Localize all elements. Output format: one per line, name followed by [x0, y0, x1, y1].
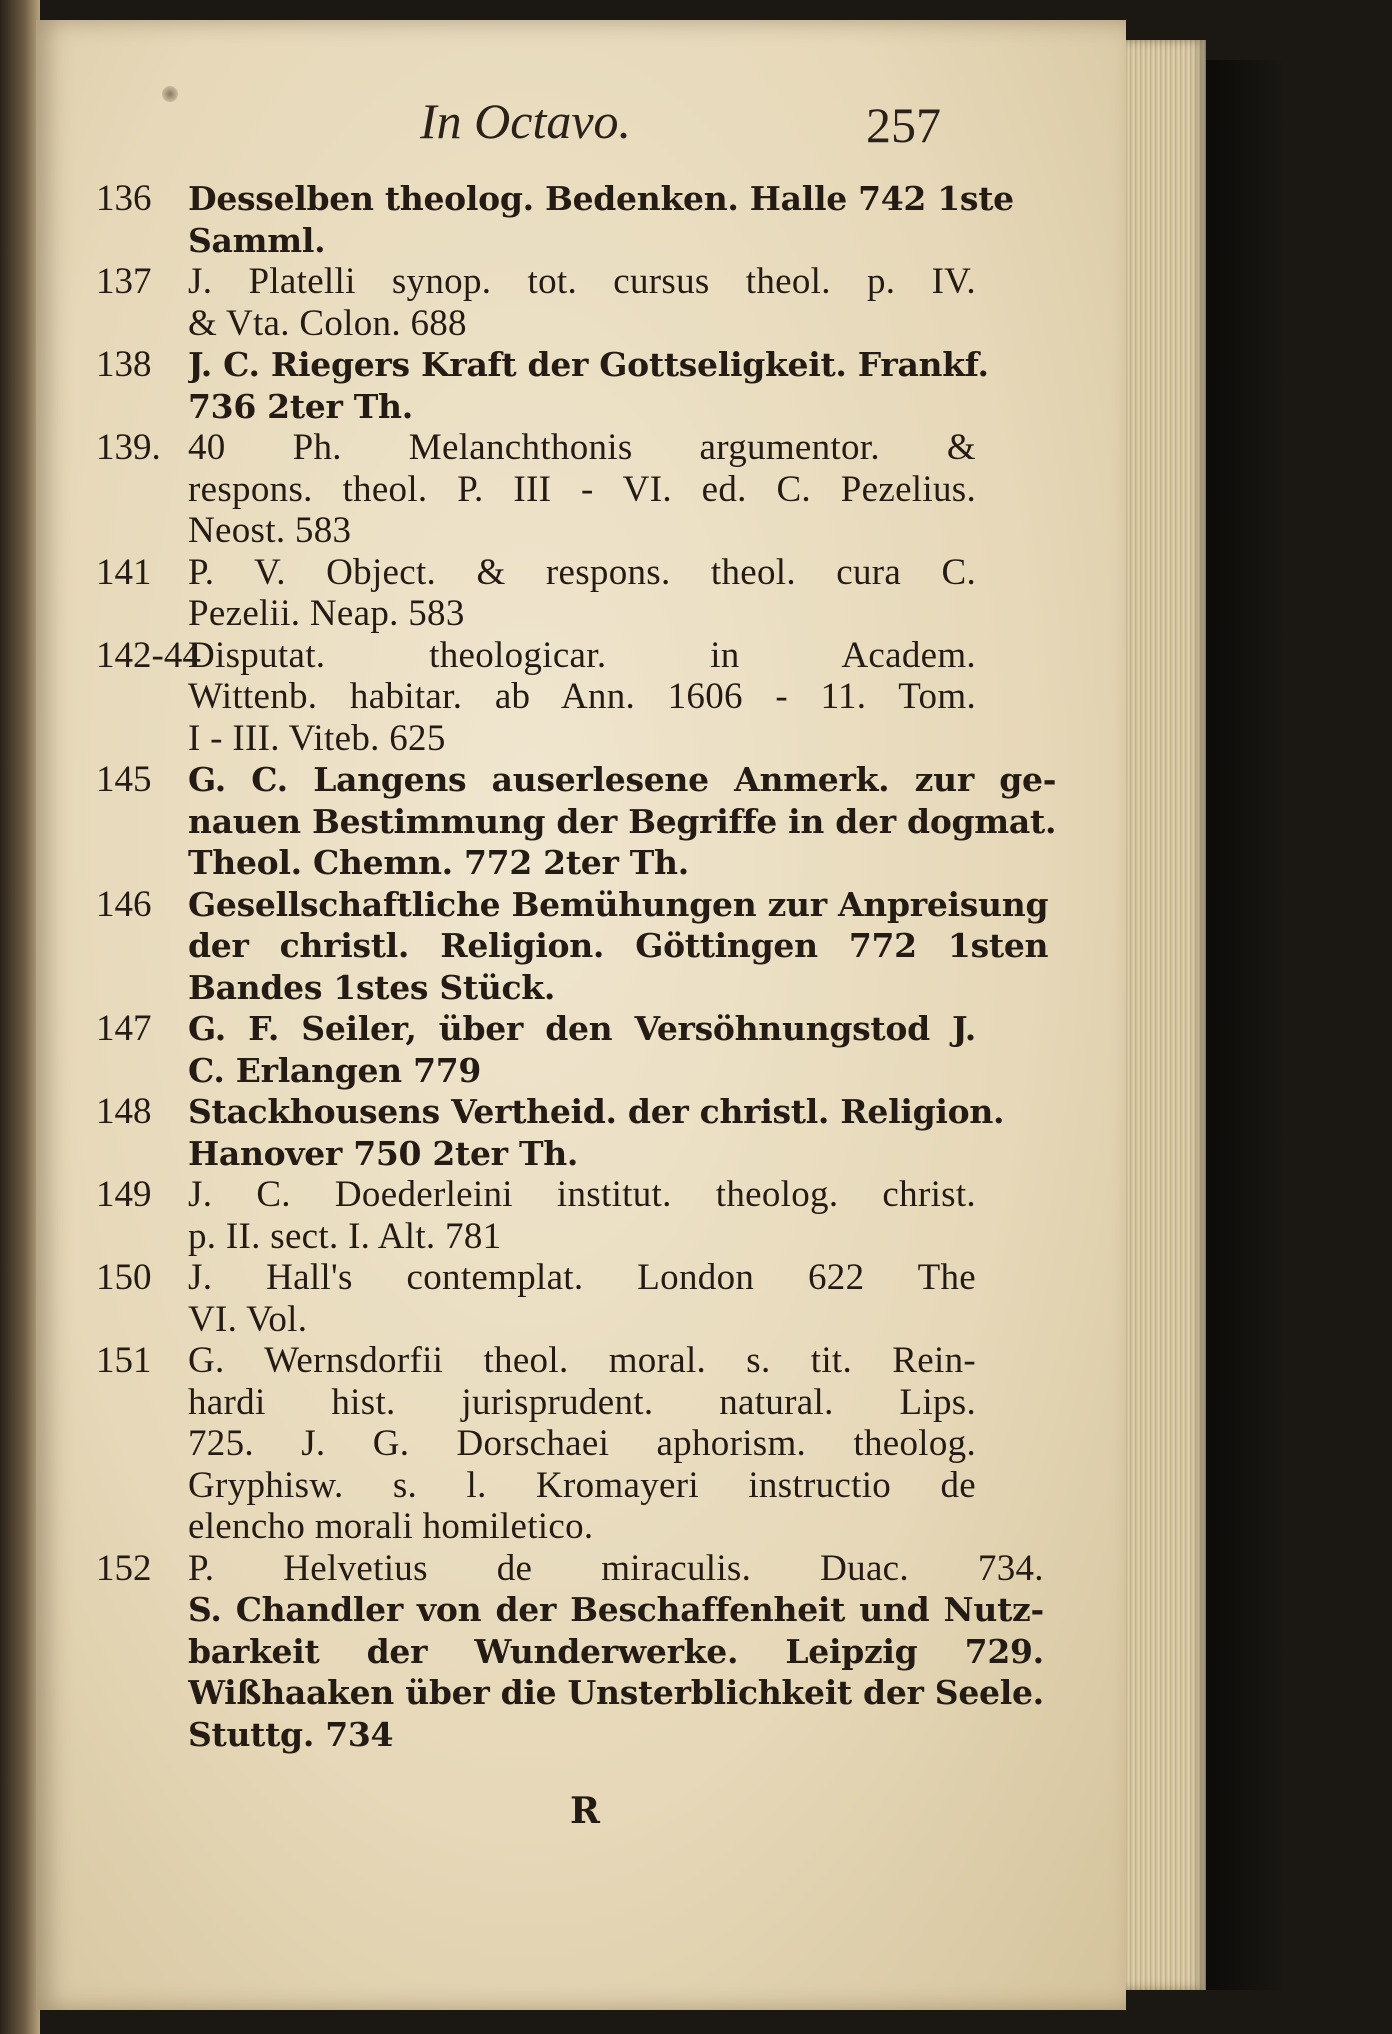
- entry-text: [188, 635, 976, 760]
- entry-number: 136: [96, 178, 152, 219]
- entry-line: G. C. Langens auserlesene Anmerk. zur ge-: [188, 760, 1057, 799]
- signature-mark: R: [570, 1790, 600, 1832]
- entry-line: hardi hist. jurisprudent. natural. Lips.: [188, 1381, 976, 1423]
- entry-text: [188, 1548, 1044, 1756]
- entry-line: Wißhaaken über die Unsterblichkeit der Seele.: [188, 1673, 1044, 1712]
- entry-line: Stackhousens Vertheid. der christl. Religion.: [188, 1092, 1005, 1131]
- entry-line: P. V. Object. & respons. theol. cura C.: [188, 551, 976, 593]
- entry-line: J. Hall's contemplat. London 622 The: [188, 1257, 976, 1298]
- entry-line: 736 2ter Th.: [188, 386, 413, 426]
- entry-line: Wittenb. habitar. ab Ann. 1606 - 11. Tom.: [188, 676, 976, 717]
- entry-line: Theol. Chemn. 772 2ter Th.: [188, 843, 689, 882]
- entry-number: 146: [96, 883, 152, 925]
- entry-text: [188, 261, 976, 344]
- entry-text: [188, 1340, 976, 1548]
- catalog-entry: [96, 1547, 1044, 1756]
- entry-line: Desselben theolog. Bedenken. Halle 742 1ste: [188, 179, 1014, 218]
- ink-smudge: [162, 86, 178, 102]
- entry-text: [188, 1091, 1004, 1174]
- entry-number: 142-44: [96, 634, 201, 676]
- entry-number: 150: [96, 1257, 152, 1298]
- entry-number: 139.: [96, 427, 161, 468]
- catalog-entry: [96, 552, 976, 635]
- entry-line: & Vta. Colon. 688: [188, 302, 467, 344]
- entry-text: [188, 1257, 976, 1340]
- entry-line: Gesellschaftliche Bemühungen zur Anpreisung: [188, 884, 1049, 924]
- entry-text: [188, 178, 1014, 261]
- entry-line: G. F. Seiler, über den Versöhnungstod J.: [188, 1009, 976, 1048]
- catalog-entry: [96, 883, 1049, 1009]
- entry-line: S. Chandler von der Beschaffenheit und Nutz-: [188, 1590, 1044, 1629]
- entry-number: 151: [96, 1340, 152, 1381]
- catalog-entry: [96, 1008, 976, 1091]
- entry-number: 147: [96, 1008, 152, 1049]
- entry-line: J. C. Doederleini institut. theolog. christ.: [188, 1174, 976, 1215]
- catalog-entry: [96, 635, 976, 760]
- entry-text: [188, 1008, 976, 1091]
- catalog-entry: [96, 1174, 976, 1257]
- cover-strip: [1206, 60, 1286, 1990]
- page-number: 257: [866, 97, 941, 153]
- entry-number: 152: [96, 1547, 152, 1589]
- entry-number: 137: [96, 261, 152, 302]
- entry-line: J. Platelli synop. tot. cursus theol. p. IV.: [188, 261, 976, 302]
- catalog-entry: [96, 178, 1014, 261]
- entry-line: P. Helvetius de miraculis. Duac. 734.: [188, 1547, 1044, 1589]
- entry-line: Bandes 1stes Stück.: [188, 967, 556, 1007]
- entry-text: [188, 427, 976, 552]
- entry-line: nauen Bestimmung der Begriffe in der dogmat.: [188, 801, 1057, 841]
- entry-number: 148: [96, 1091, 152, 1132]
- entry-line: respons. theol. P. III - VI. ed. C. Pezelius.: [188, 468, 976, 510]
- running-head: In Octavo.: [420, 93, 632, 149]
- catalog-entry: [96, 759, 1057, 884]
- entry-line: Neost. 583: [188, 510, 352, 551]
- entry-line: VI. Vol.: [188, 1298, 308, 1340]
- entry-line: 725. J. G. Dorschaei aphorism. theolog.: [188, 1423, 976, 1464]
- book-gutter: [0, 0, 40, 2034]
- entry-number: 149: [96, 1174, 152, 1215]
- entry-line: Hanover 750 2ter Th.: [188, 1133, 579, 1173]
- entry-line: C. Erlangen 779: [188, 1050, 482, 1090]
- entry-line: Pezelii. Neap. 583: [188, 593, 465, 634]
- catalog-entry: [96, 344, 989, 427]
- entry-number: 138: [96, 344, 152, 385]
- entry-line: Samml.: [188, 220, 326, 260]
- catalog-entry: [96, 1340, 976, 1548]
- entry-line: I - III. Viteb. 625: [188, 717, 446, 759]
- entry-line: Disputat. theologicar. in Academ.: [188, 634, 976, 676]
- catalog-entry: [96, 261, 976, 344]
- entry-text: [188, 344, 989, 427]
- catalog-entry: [96, 1257, 976, 1340]
- entry-text: [188, 759, 1056, 884]
- entry-line: G. Wernsdorfii theol. moral. s. tit. Rein-: [188, 1340, 976, 1381]
- catalog-entries: [96, 178, 1057, 1755]
- entry-text: [188, 552, 976, 635]
- entry-text: [188, 1174, 976, 1257]
- entry-text: [188, 884, 1048, 1009]
- catalog-entry: [96, 1091, 1005, 1174]
- entry-line: 40 Ph. Melanchthonis argumentor. &: [188, 427, 976, 468]
- entry-number: 145: [96, 759, 152, 800]
- entry-line: barkeit der Wunderwerke. Leipzig 729.: [188, 1631, 1044, 1671]
- catalog-entry: [96, 427, 976, 552]
- page-edges: [1126, 40, 1206, 1990]
- entry-line: der christl. Religion. Göttingen 772 1sten: [188, 926, 1049, 965]
- entry-line: elencho morali homiletico.: [188, 1506, 594, 1547]
- entry-line: Stuttg. 734: [188, 1714, 394, 1754]
- entry-line: J. C. Riegers Kraft der Gottseligkeit. Frankf.: [188, 345, 989, 384]
- entry-line: Gryphisw. s. l. Kromayeri instructio de: [188, 1464, 976, 1506]
- entry-line: p. II. sect. I. Alt. 781: [188, 1215, 502, 1257]
- entry-number: 141: [96, 551, 152, 593]
